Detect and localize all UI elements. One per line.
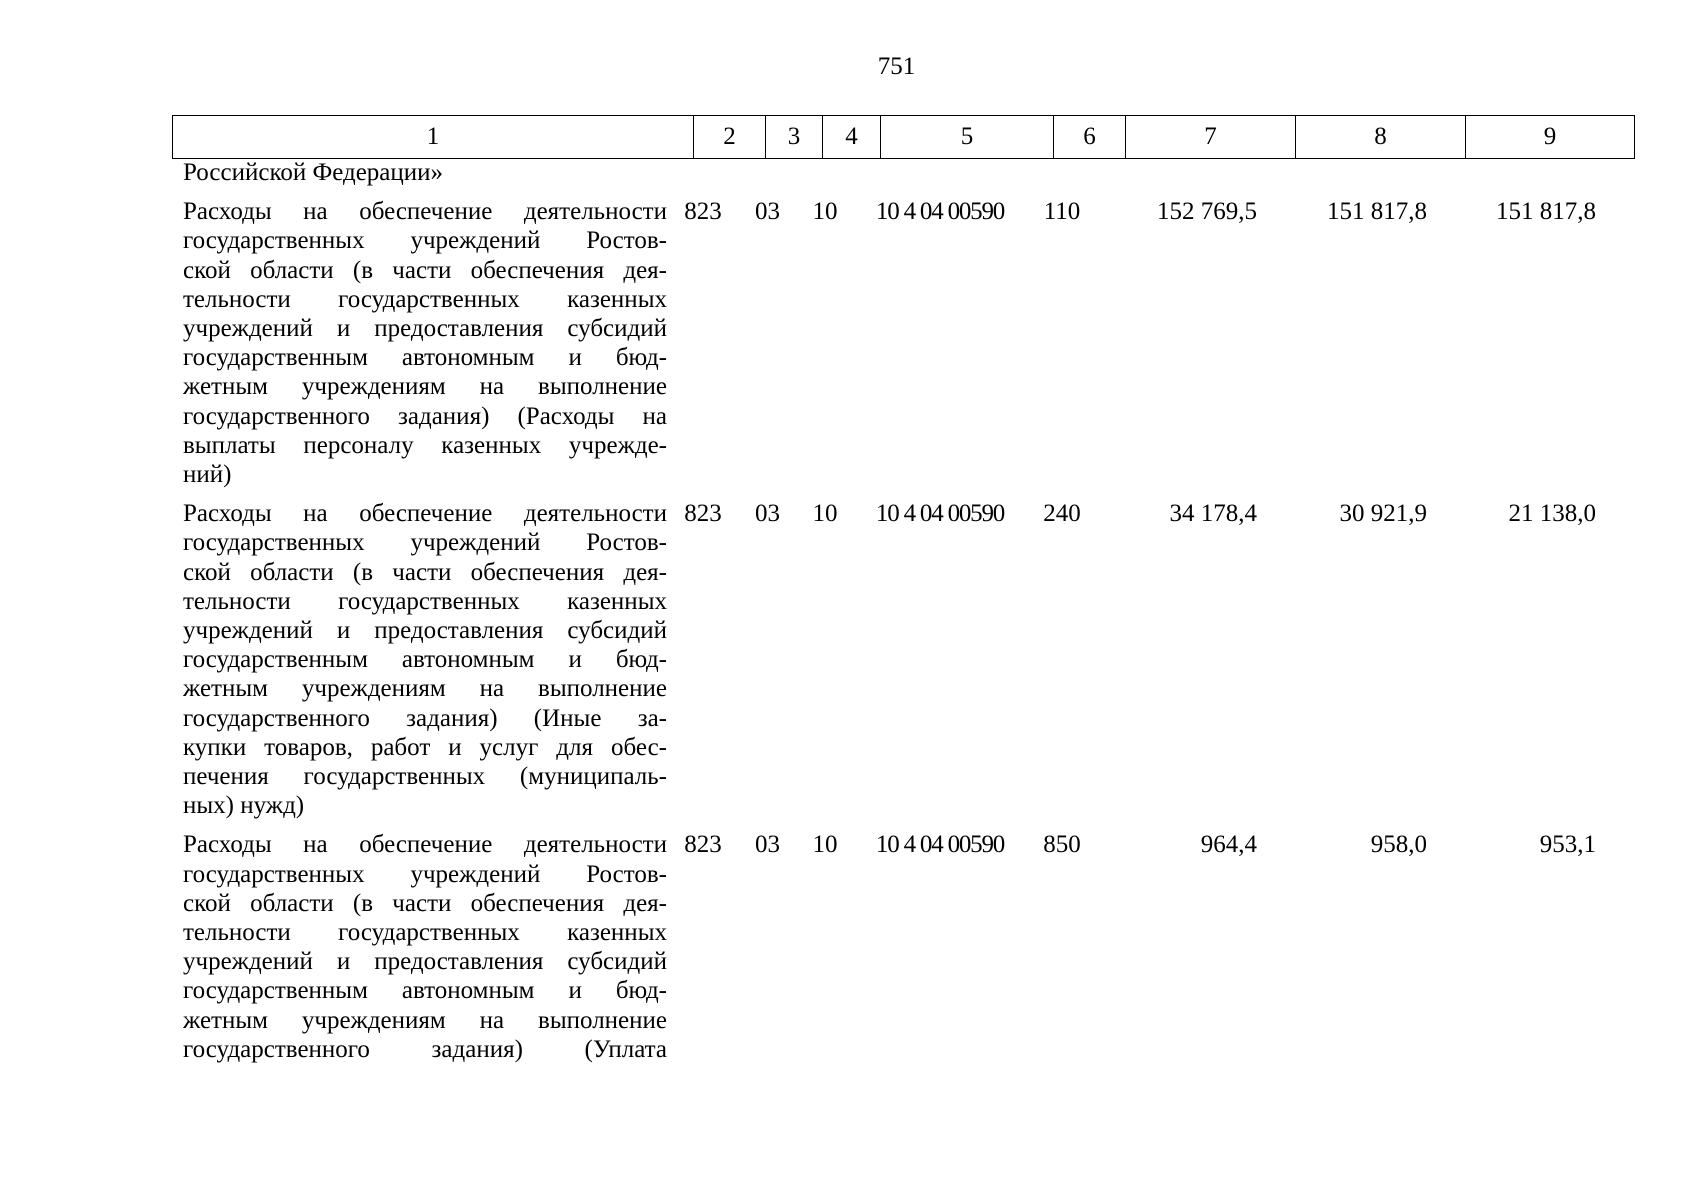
cell-amount-col8: 151 817,8	[1327, 198, 1427, 226]
cell-amount-col8: 958,0	[1370, 831, 1427, 859]
cell-amount-col9: 21 138,0	[1508, 500, 1596, 528]
column-header-table	[172, 115, 1635, 159]
continuation-description	[172, 158, 667, 187]
description-line: Расходы на обеспечение деятельности	[183, 198, 667, 226]
column-header-9: 9	[1466, 116, 1635, 159]
description-line: Расходы на обеспечение деятельности	[183, 500, 667, 528]
cell-amount-col8: 30 921,9	[1339, 500, 1427, 528]
description-line: государственных учреждений Ростов-	[183, 227, 667, 255]
description-line: государственным автономным и бюд-	[183, 977, 667, 1005]
row-description	[172, 830, 667, 1064]
description-line: ных) нужд)	[183, 792, 305, 820]
description-line: государственным автономным и бюд-	[183, 344, 667, 372]
cell-subsection-code: 10	[812, 831, 838, 859]
column-header-5: 5	[881, 116, 1054, 159]
description-line: тельности государственных казенных	[183, 587, 667, 615]
description-line: Расходы на обеспечение деятельности	[183, 831, 667, 859]
description-line: купки товаров, работ и услуг для обес-	[183, 733, 667, 761]
cell-amount-col9: 151 817,8	[1496, 198, 1596, 226]
description-line: учреждений и предоставления субсидий	[183, 948, 667, 976]
description-line: государственным автономным и бюд-	[183, 646, 667, 674]
table-row	[172, 197, 1630, 489]
cell-ministry-code: 823	[684, 198, 722, 226]
cell-section-code: 03	[755, 831, 780, 859]
column-header-8: 8	[1296, 116, 1466, 159]
description-line: печения государственных (муниципаль-	[183, 763, 667, 791]
page-number: 751	[877, 53, 916, 80]
cell-ministry-code: 823	[684, 831, 722, 859]
cell-amount-col7: 34 178,4	[1169, 500, 1257, 528]
cell-amount-col7: 964,4	[1200, 831, 1257, 859]
column-header-4: 4	[823, 116, 881, 159]
continuation-text: Российской Федерации»	[183, 159, 444, 186]
cell-target-article: 10 4 04 00590	[875, 198, 1005, 226]
continuation-row	[172, 158, 1630, 187]
description-line: ний)	[183, 461, 232, 489]
description-line: учреждений и предоставления субсидий	[183, 315, 667, 343]
cell-expense-type: 850	[1043, 831, 1081, 859]
table-row	[172, 830, 1630, 1064]
description-line: жетным учреждениям на выполнение	[183, 675, 667, 703]
row-description	[172, 499, 667, 820]
description-line: учреждений и предоставления субсидий	[183, 617, 667, 645]
cell-amount-col7: 152 769,5	[1157, 198, 1257, 226]
cell-ministry-code: 823	[684, 500, 722, 528]
description-line: государственного задания) (Иные за-	[183, 704, 667, 732]
table-body	[172, 158, 1630, 1064]
column-header-6: 6	[1054, 116, 1126, 159]
cell-subsection-code: 10	[812, 198, 838, 226]
table-row	[172, 499, 1630, 820]
cell-target-article: 10 4 04 00590	[875, 500, 1005, 528]
description-line: ской области (в части обеспечения дея-	[183, 889, 667, 917]
column-header-row	[173, 116, 1635, 159]
description-line: тельности государственных казенных	[183, 285, 667, 313]
column-header-1: 1	[173, 116, 694, 159]
cell-section-code: 03	[755, 198, 780, 226]
column-header-7: 7	[1126, 116, 1296, 159]
cell-target-article: 10 4 04 00590	[875, 831, 1005, 859]
description-line: тельности государственных казенных	[183, 919, 667, 947]
description-line: выплаты персоналу казенных учрежде-	[183, 431, 667, 459]
description-line: государственного задания) (Расходы на	[183, 402, 667, 430]
description-line: государственного задания) (Уплата	[183, 1035, 667, 1063]
description-line: ской области (в части обеспечения дея-	[183, 558, 667, 586]
description-line: жетным учреждениям на выполнение	[183, 1006, 667, 1034]
cell-expense-type: 110	[1043, 198, 1081, 226]
cell-expense-type: 240	[1043, 500, 1081, 528]
cell-section-code: 03	[755, 500, 780, 528]
description-line: государственных учреждений Ростов-	[183, 860, 667, 888]
cell-amount-col9: 953,1	[1539, 831, 1596, 859]
column-header-2: 2	[694, 116, 766, 159]
description-line: жетным учреждениям на выполнение	[183, 373, 667, 401]
description-line: государственных учреждений Ростов-	[183, 529, 667, 557]
column-header-3: 3	[766, 116, 823, 159]
row-description	[172, 197, 667, 489]
description-line: ской области (в части обеспечения дея-	[183, 256, 667, 284]
cell-subsection-code: 10	[812, 500, 838, 528]
